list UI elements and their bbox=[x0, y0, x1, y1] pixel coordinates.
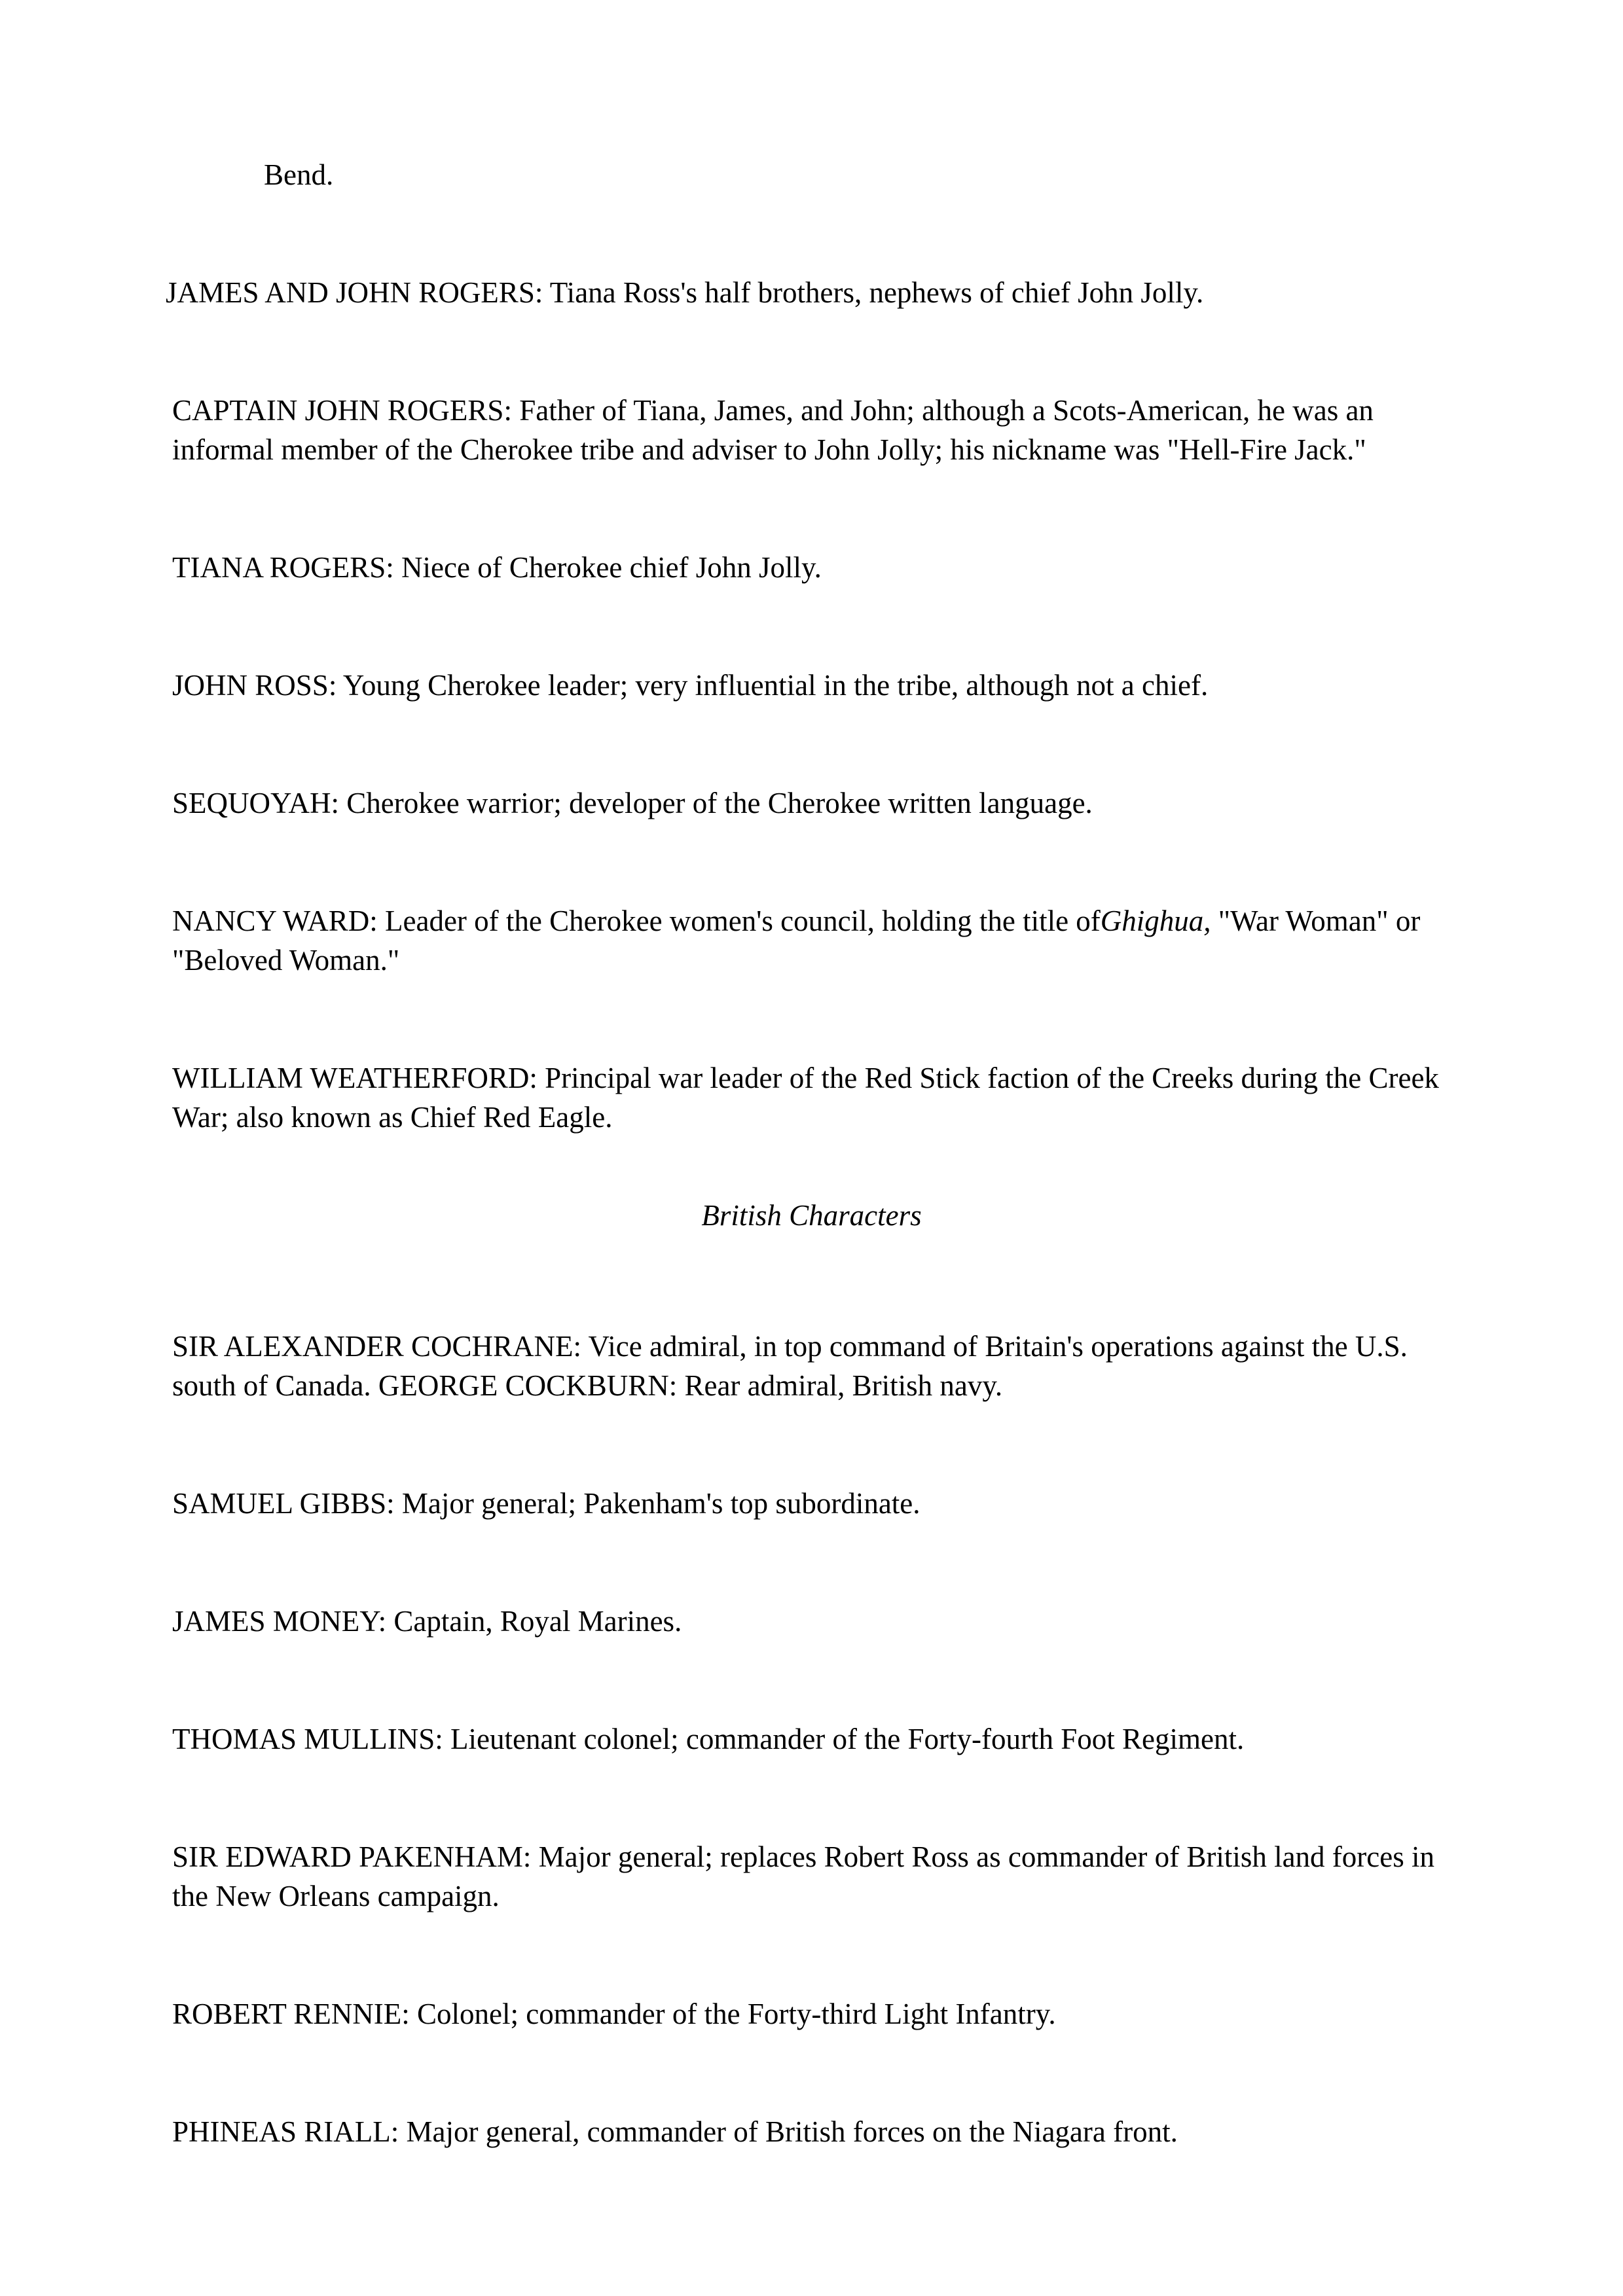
entry-nancy-ward-term: Ghighua, bbox=[1100, 905, 1211, 937]
section-heading-british-characters: British Characters bbox=[701, 1199, 922, 1232]
entry-phineas-riall: PHINEAS RIALL: Major general, commander of British forces on the Niagara front. bbox=[172, 2115, 1178, 2148]
entry-thomas-mullins: THOMAS MULLINS: Lieutenant colonel; commander of the Forty-fourth Foot Regiment. bbox=[172, 1723, 1245, 1755]
entry-samuel-gibbs: SAMUEL GIBBS: Major general; Pakenham's top subordinate. bbox=[172, 1487, 921, 1520]
entry-captain-john-rogers: CAPTAIN JOHN ROGERS: Father of Tiana, James, and John; although a Scots-American, he was an informal member of the Cherokee tribe and adviser to John Jolly; his nickname was "Hell-Fire Jack." bbox=[172, 394, 1374, 466]
entry-james-and-john-rogers: JAMES AND JOHN ROGERS: Tiana Ross's half brothers, nephews of chief John Jolly. bbox=[166, 276, 1204, 309]
entry-james-money: JAMES MONEY: Captain, Royal Marines. bbox=[172, 1605, 682, 1638]
entry-alexander-cochrane: SIR ALEXANDER COCHRANE: Vice admiral, in top command of Britain's operations against the U.S. south of Canada. GEORGE COCKBURN: Rear admiral, British navy. bbox=[172, 1330, 1408, 1402]
entry-william-weatherford: WILLIAM WEATHERFORD: Principal war leader of the Red Stick faction of the Creeks during the Creek War; also known as Chief Red Eagle. bbox=[172, 1062, 1439, 1134]
continuation-text: Bend. bbox=[264, 158, 334, 191]
entry-nancy-ward-text: NANCY WARD: Leader of the Cherokee women's council, holding the title of bbox=[172, 905, 1101, 937]
entry-sequoyah: SEQUOYAH: Cherokee warrior; developer of the Cherokee written language. bbox=[172, 787, 1093, 819]
entry-tiana-rogers: TIANA ROGERS: Niece of Cherokee chief John Jolly. bbox=[172, 551, 822, 584]
entry-robert-rennie: ROBERT RENNIE: Colonel; commander of the Forty-third Light Infantry. bbox=[172, 1998, 1056, 2030]
entry-nancy-ward-text-end: "War Woman" or "Beloved Woman." bbox=[172, 905, 1421, 977]
entry-john-ross: JOHN ROSS: Young Cherokee leader; very influential in the tribe, although not a chief. bbox=[172, 669, 1209, 702]
entry-nancy-ward bbox=[166, 901, 1475, 980]
entry-edward-pakenham: SIR EDWARD PAKENHAM: Major general; replaces Robert Ross as commander of British land forces in the New Orleans campaign. bbox=[172, 1840, 1434, 1912]
